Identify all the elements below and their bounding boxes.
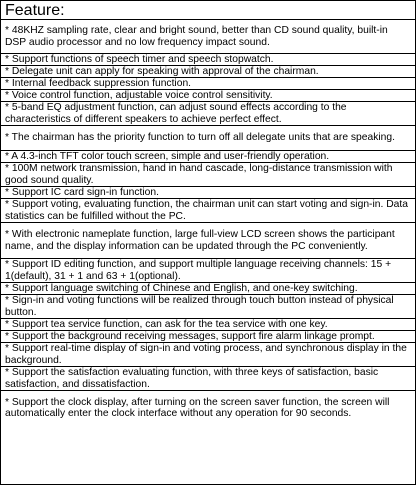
feature-row	[1, 151, 415, 163]
feature-text: * 5-band EQ adjustment function, can adjust sound effects according to the characteristics of different speakers to achieve perfect effect.	[5, 102, 347, 125]
feature-text: * Sign-in and voting functions will be realized through touch button instead of physical button.	[5, 295, 394, 318]
feature-row	[1, 343, 415, 367]
feature-text: * Support real-time display of sign-in and voting process, and synchronous display in the background.	[5, 343, 407, 366]
feature-text: * Support voting, evaluating function, the chairman unit can start voting and sign-in. Data statistics can be fulfilled without the PC.	[5, 199, 408, 222]
feature-text: * The chairman has the priority function to turn off all delegate units that are speaking.	[5, 132, 395, 144]
feature-text: * 100M network transmission, hand in hand cascade, long-distance transmission with good sound quality.	[5, 163, 393, 186]
feature-row	[1, 331, 415, 343]
feature-row	[1, 259, 415, 283]
feature-text: * Voice control function, adjustable voice control sensitivity.	[5, 90, 273, 101]
feature-text: * A 4.3-inch TFT color touch screen, simple and user-friendly operation.	[5, 151, 330, 162]
feature-row	[1, 199, 415, 223]
feature-list	[1, 20, 415, 484]
feature-text: * Support IC card sign-in function.	[5, 187, 159, 198]
feature-text: * Internal feedback suppression function.	[5, 78, 192, 89]
feature-row	[1, 295, 415, 319]
feature-text: * Support the background receiving messages, support fire alarm linkage prompt.	[5, 331, 375, 342]
feature-text: * Support functions of speech timer and speech stopwatch.	[5, 54, 274, 65]
feature-text: * Support tea service function, can ask for the tea service with one key.	[5, 319, 328, 330]
feature-row	[1, 20, 415, 54]
feature-text: * Support language switching of Chinese and English, and one-key switching.	[5, 283, 358, 294]
feature-text: * Support ID editing function, and support multiple language receiving channels: 15 + 1(default), 31 + 1 and 63 + 1(optional).	[5, 259, 392, 282]
feature-row	[1, 283, 415, 295]
feature-row	[1, 126, 415, 151]
feature-row	[1, 367, 415, 391]
feature-text: * Support the clock display, after turning on the screen saver function, the screen will automatically enter the clock interface without any operation for 90 seconds.	[5, 396, 390, 419]
feature-row	[1, 78, 415, 90]
feature-title: Feature:	[1, 1, 415, 20]
feature-text: * 48KHZ sampling rate, clear and bright sound, better than CD sound quality, built-in DSP audio processor and no low frequency impact sound.	[5, 25, 388, 48]
feature-text: * With electronic nameplate function, large full-view LCD screen shows the participant name, and the display information can be updated through the PC conveniently.	[5, 229, 395, 252]
feature-row	[1, 54, 415, 66]
feature-row	[1, 223, 415, 259]
feature-row	[1, 319, 415, 331]
feature-row	[1, 66, 415, 78]
feature-row	[1, 391, 415, 425]
feature-row	[1, 187, 415, 199]
feature-row	[1, 163, 415, 187]
feature-text: * Delegate unit can apply for speaking with approval of the chairman.	[5, 66, 319, 77]
feature-row	[1, 90, 415, 102]
feature-text: * Support the satisfaction evaluating function, with three keys of satisfaction, basic satisfaction, and dissatisfaction.	[5, 367, 379, 390]
feature-row	[1, 102, 415, 126]
